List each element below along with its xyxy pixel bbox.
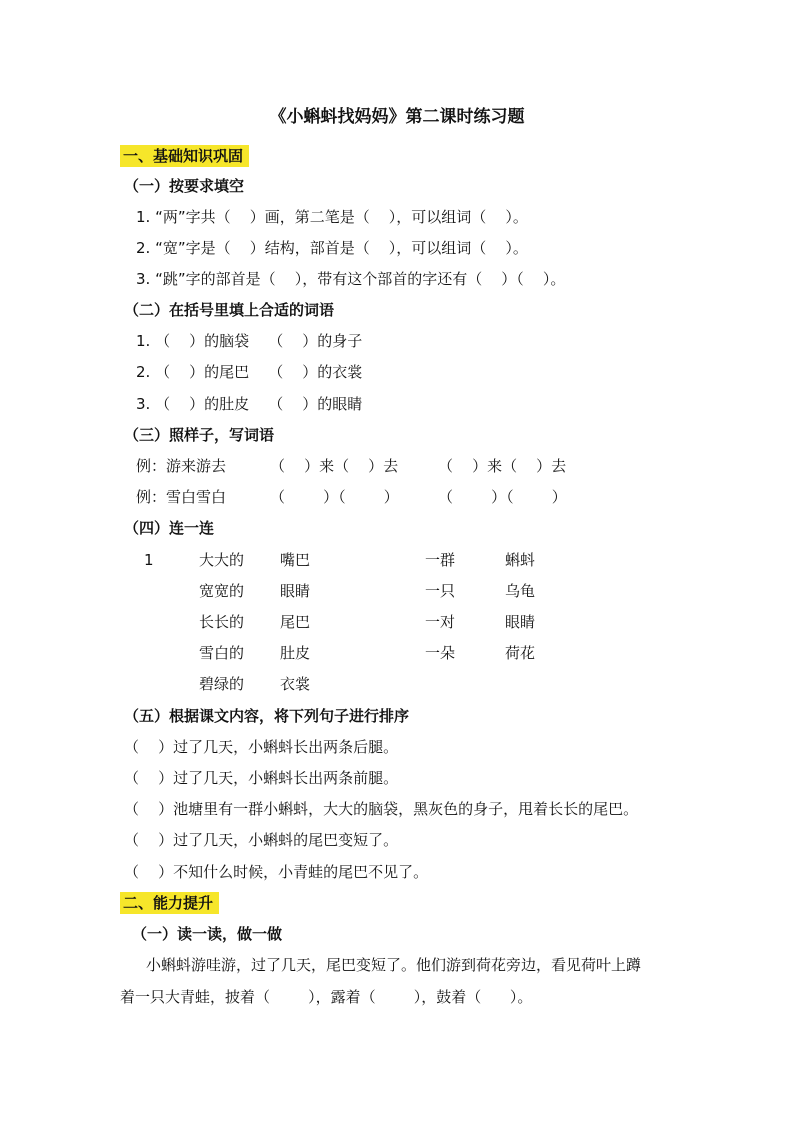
match-left-noun: 衣裳	[280, 675, 311, 693]
part-heading-write-words: （三）照样子，写词语	[124, 426, 275, 444]
match-right-measure: 一只	[425, 582, 456, 600]
match-left-noun: 眼睛	[280, 582, 311, 600]
order-item-5: （ ）不知什么时候，小青蛙的尾巴不见了。	[124, 863, 429, 881]
match-left-noun: 嘴巴	[280, 551, 311, 569]
match-right-measure: 一对	[425, 613, 456, 631]
match-left-adjective: 宽宽的	[199, 582, 245, 600]
part-heading-fill-blanks: （一）按要求填空	[124, 177, 245, 195]
order-item-4: （ ）过了几天，小蝌蚪的尾巴变短了。	[124, 831, 399, 849]
match-right-measure: 一群	[425, 551, 456, 569]
example-row-2-blank-2: （ ）（ ）	[438, 488, 567, 506]
match-left-adjective: 大大的	[199, 551, 245, 569]
match-left-noun: 肚皮	[280, 644, 311, 662]
example-row-1: 例：游来游去	[136, 457, 227, 475]
example-row-2: 例：雪白雪白	[136, 488, 227, 506]
example-row-1-blank-1: （ ）来（ ）去	[270, 457, 399, 475]
word-item-1: 1. （ ）的脑袋 （ ）的身子	[136, 332, 363, 350]
example-row-2-blank-1: （ ）（ ）	[270, 488, 399, 506]
reading-line-2: 着一只大青蛙，披着（ ），露着（ ），鼓着（ ）。	[120, 988, 533, 1006]
word-item-3: 3. （ ）的肚皮 （ ）的眼睛	[136, 395, 363, 413]
reading-line-1: 小蝌蚪游哇游，过了几天，尾巴变短了。他们游到荷花旁边，看见荷叶上蹲	[146, 956, 642, 974]
page-title: 《小蝌蚪找妈妈》第二课时练习题	[269, 107, 525, 127]
match-left-adjective: 长长的	[199, 613, 245, 631]
match-left-adjective: 碧绿的	[199, 675, 245, 693]
example-row-1-blank-2: （ ）来（ ）去	[438, 457, 567, 475]
part-heading-ordering: （五）根据课文内容，将下列句子进行排序	[124, 707, 410, 725]
match-right-noun: 乌龟	[505, 582, 536, 600]
match-right-noun: 蝌蚪	[505, 551, 536, 569]
match-right-noun: 眼睛	[505, 613, 536, 631]
section-heading-ability: 二、能力提升	[120, 892, 219, 914]
part-heading-fill-words: （二）在括号里填上合适的词语	[124, 301, 335, 319]
matching-number: 1	[144, 551, 154, 569]
match-right-measure: 一朵	[425, 644, 456, 662]
match-left-noun: 尾巴	[280, 613, 311, 631]
order-item-2: （ ）过了几天，小蝌蚪长出两条前腿。	[124, 769, 399, 787]
part-heading-matching: （四）连一连	[124, 519, 215, 537]
fill-item-1: 1. “两”字共（ ）画，第二笔是（ ），可以组词（ ）。	[136, 208, 528, 226]
part-heading-read-do: （一）读一读，做一做	[132, 925, 283, 943]
word-item-2: 2. （ ）的尾巴 （ ）的衣裳	[136, 363, 363, 381]
fill-item-3: 3. “跳”字的部首是（ ），带有这个部首的字还有（ ）（ ）。	[136, 270, 566, 288]
match-right-noun: 荷花	[505, 644, 536, 662]
fill-item-2: 2. “宽”字是（ ）结构，部首是（ ），可以组词（ ）。	[136, 239, 528, 257]
match-left-adjective: 雪白的	[199, 644, 245, 662]
order-item-1: （ ）过了几天，小蝌蚪长出两条后腿。	[124, 738, 399, 756]
order-item-3: （ ）池塘里有一群小蝌蚪，大大的脑袋，黑灰色的身子，甩着长长的尾巴。	[124, 800, 639, 818]
section-heading-basic-knowledge: 一、基础知识巩固	[120, 145, 249, 167]
